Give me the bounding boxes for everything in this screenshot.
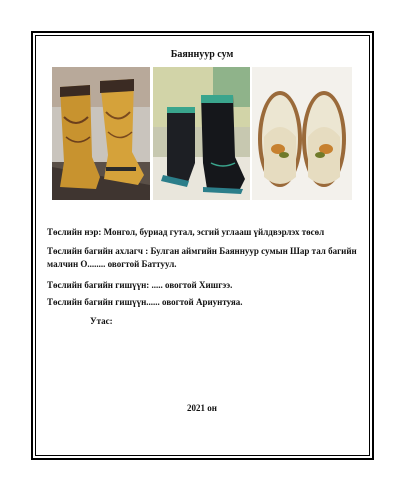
document-title: Баяннуур сум <box>170 49 234 60</box>
group-member-2-line: Төслийн багийн гишүүн...... овогтой Ариунтуяа. <box>47 297 243 307</box>
photo-black-boots <box>153 67 250 200</box>
photo-felt-slippers <box>252 67 352 200</box>
project-name-line: Төслийн нэр: Монгол, буриад гутал, эсгий углааш үйлдвэрлэх төсөл <box>47 227 325 237</box>
group-leader-line: Төслийн багийн ахлагч : Булган аймгийн Баяннуур сумын Шар тал багийн малчин О........ овогтой Баттуул. <box>47 246 357 269</box>
photo-yellow-boots <box>52 67 150 200</box>
group-member-1-line: Төслийн багийн гишүүн: ..... овогтой Хишгээ. <box>47 280 233 290</box>
year-label: 2021 он <box>187 403 217 413</box>
phone-label: Утас: <box>90 316 113 326</box>
